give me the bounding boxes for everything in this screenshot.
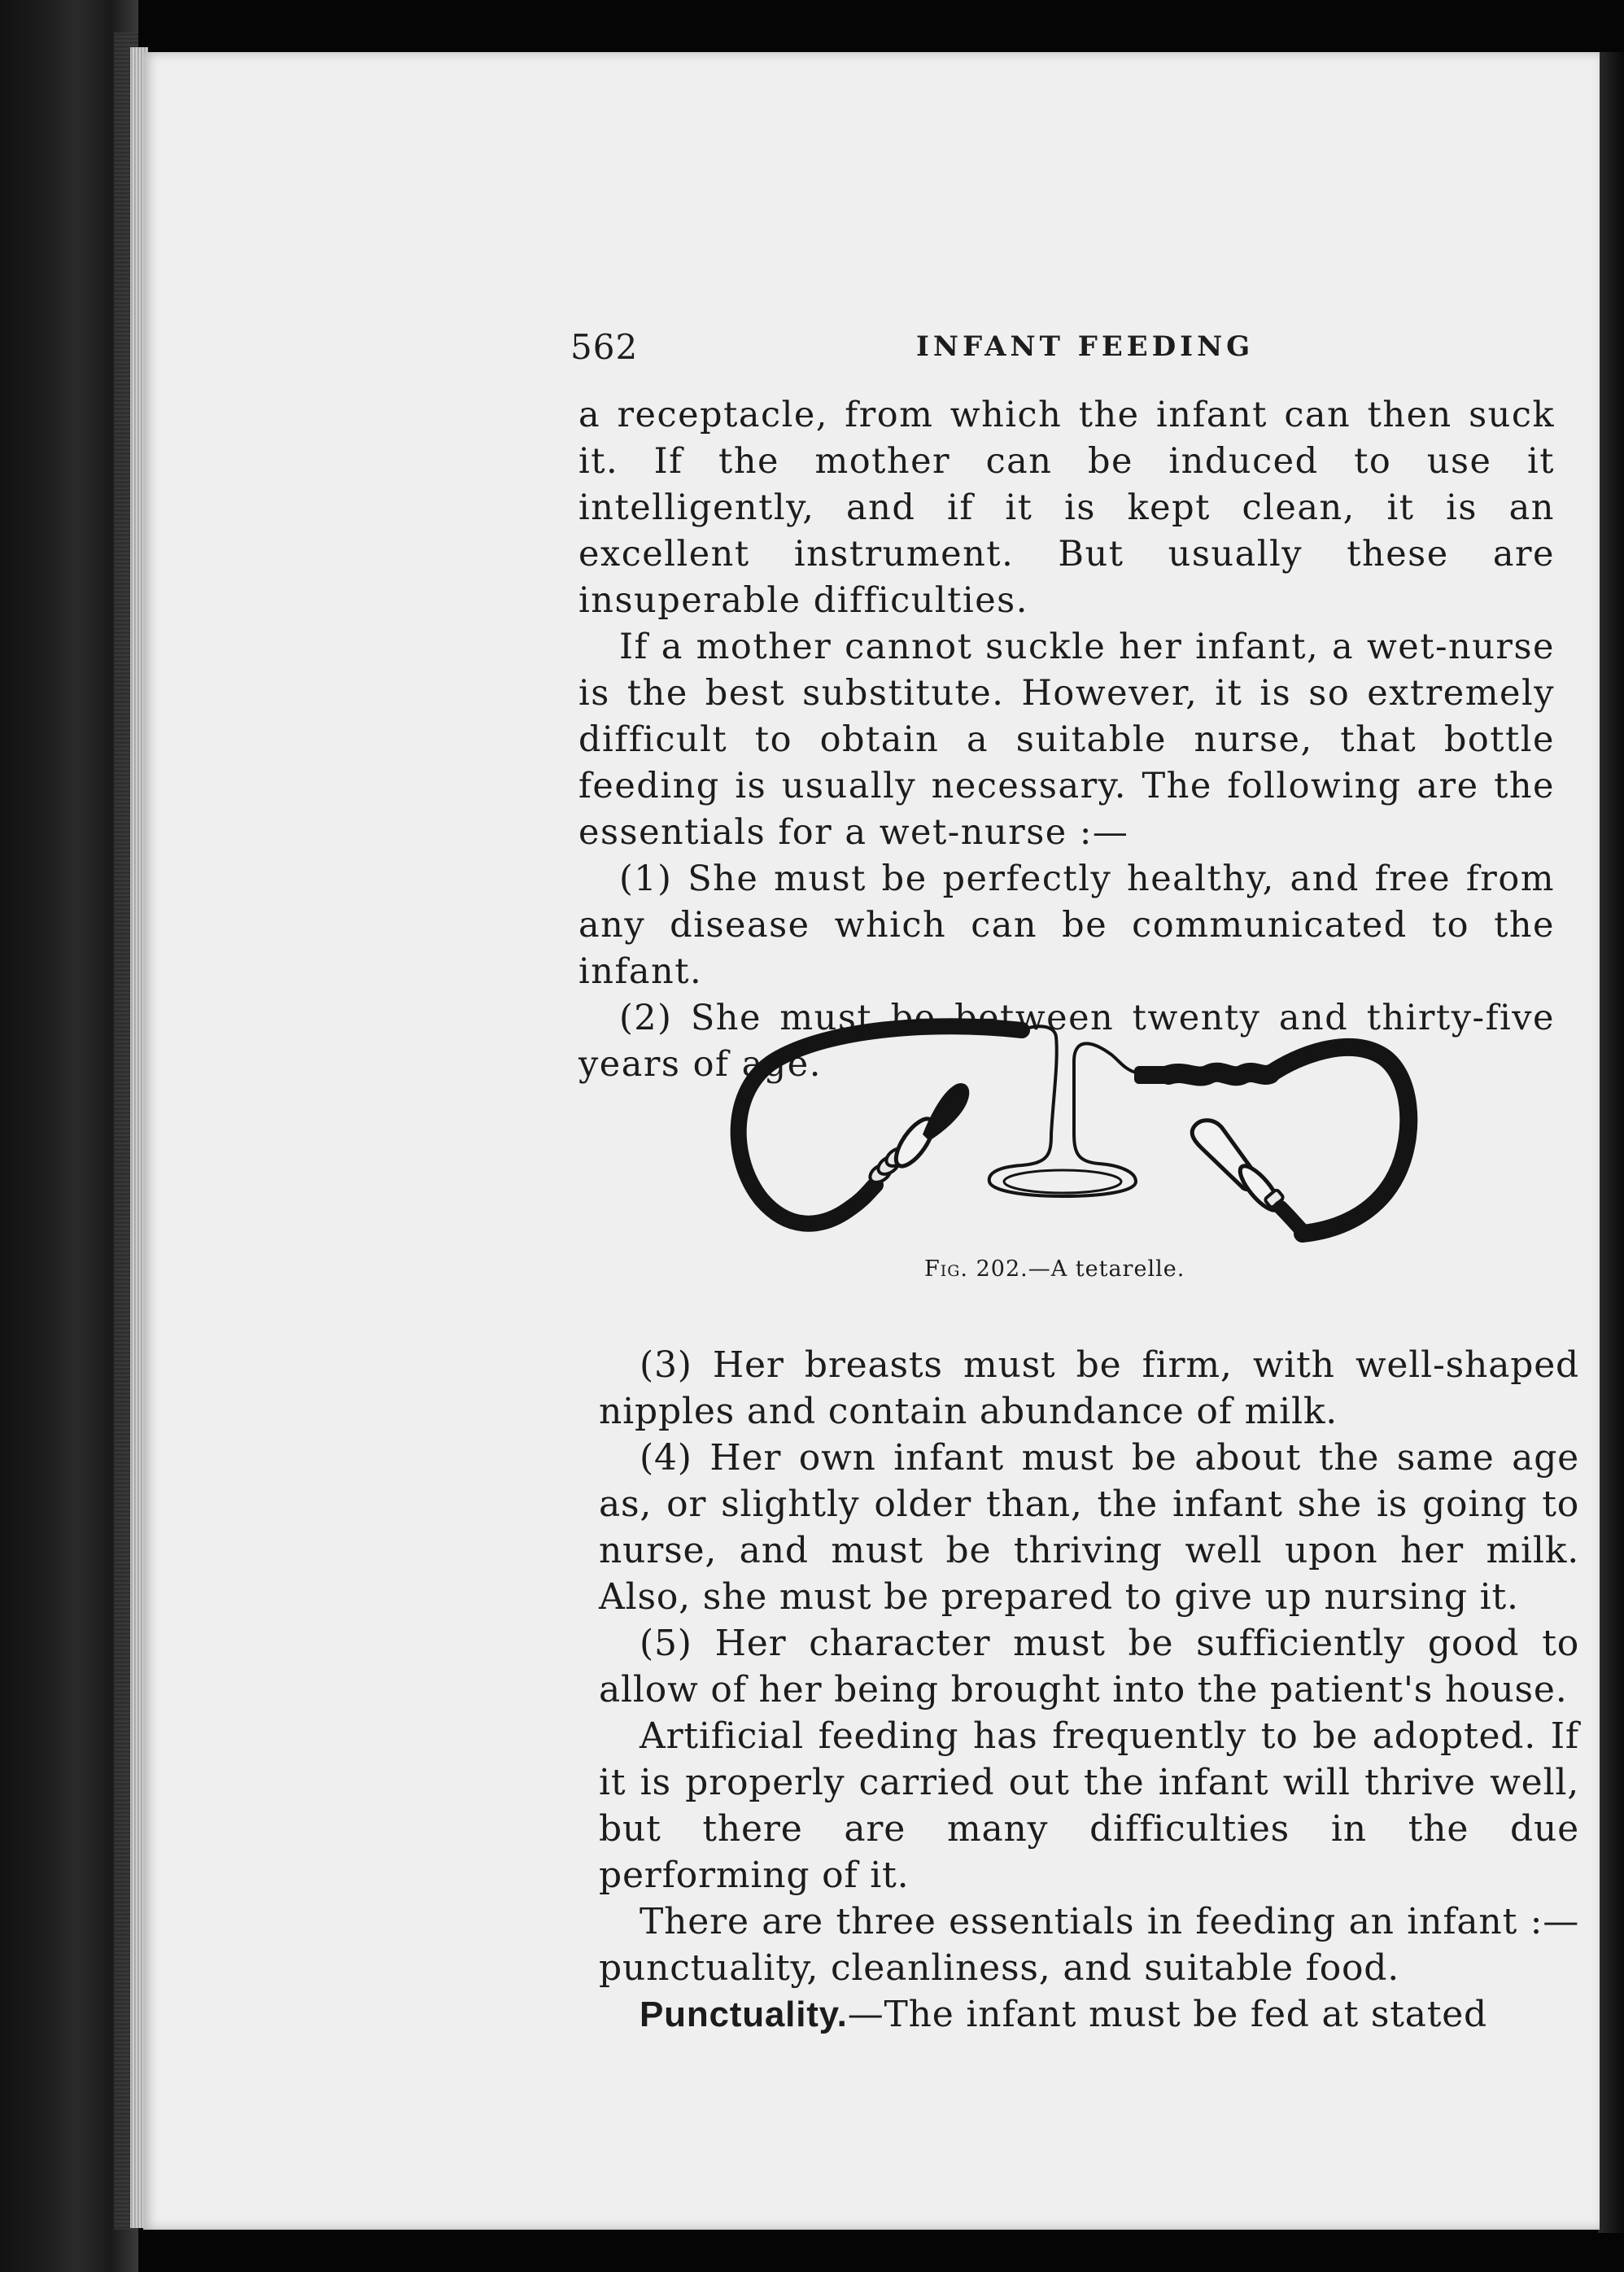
list-item: (5) Her character must be sufficiently good to allow of her being brought into the patient's house. [599,1623,1579,1711]
paragraph-text: —The infant must be fed at stated [847,1994,1488,2035]
page-number: 562 [570,327,639,367]
glass-receptacle [989,1026,1136,1196]
paragraph: There are three essentials in feeding an infant :— punctuality, cleanliness, and suitable food. [599,1901,1579,1989]
figure-tetarelle [729,1004,1429,1265]
list-item: (1) She must be perfectly healthy, and free from any disease which can be communicated to the infant. [578,859,1555,992]
tetarelle-illustration [729,1004,1429,1265]
left-tube [739,1026,1022,1223]
left-mouthpiece [867,1083,969,1186]
page-header [143,327,1600,376]
paragraph: a receptacle, from which the infant can then suck it. If the mother can be induced to use it intelligently, and if it is kept clean, it is an excellent instrument. But usually these are insuperable difficulties. [578,395,1555,621]
list-item: (4) Her own infant must be about the same age as, or slightly older than, the infant she is going to nurse, and must be thriving well upon her milk. Also, she must be prepared to give up nursing it. [599,1437,1579,1618]
running-head: INFANT FEEDING [916,330,1255,363]
figure-label: Fig. 202. [924,1256,1028,1282]
paragraph: If a mother cannot suckle her infant, a wet-nurse is the best substitute. However, it is so extremely difficult to obtain a suitable nurse, that bottle feeding is usually necessary. The following are the essentials for a wet-nurse :— [578,627,1555,853]
bottom-text-block [599,1342,1579,2038]
list-item: (3) Her breasts must be firm, with well-shaped nipples and contain abundance of milk. [599,1344,1579,1432]
book-page [143,52,1600,2230]
paragraph [599,1991,1579,2038]
right-mouthpiece [1192,1121,1305,1234]
top-text-block [578,392,1555,1088]
list-item: (2) She must be between twenty and thirty-five years of age. [578,998,1555,1085]
run-in-heading: Punctuality. [640,1995,848,2034]
figure-caption-text: —A tetarelle. [1028,1256,1185,1282]
paragraph: Artificial feeding has frequently to be adopted. If it is properly carried out the infant will thrive well, but there are many difficulties in the due performing of it. [599,1715,1579,1896]
figure-caption [924,1256,1185,1282]
right-shadow [1598,52,1624,2233]
